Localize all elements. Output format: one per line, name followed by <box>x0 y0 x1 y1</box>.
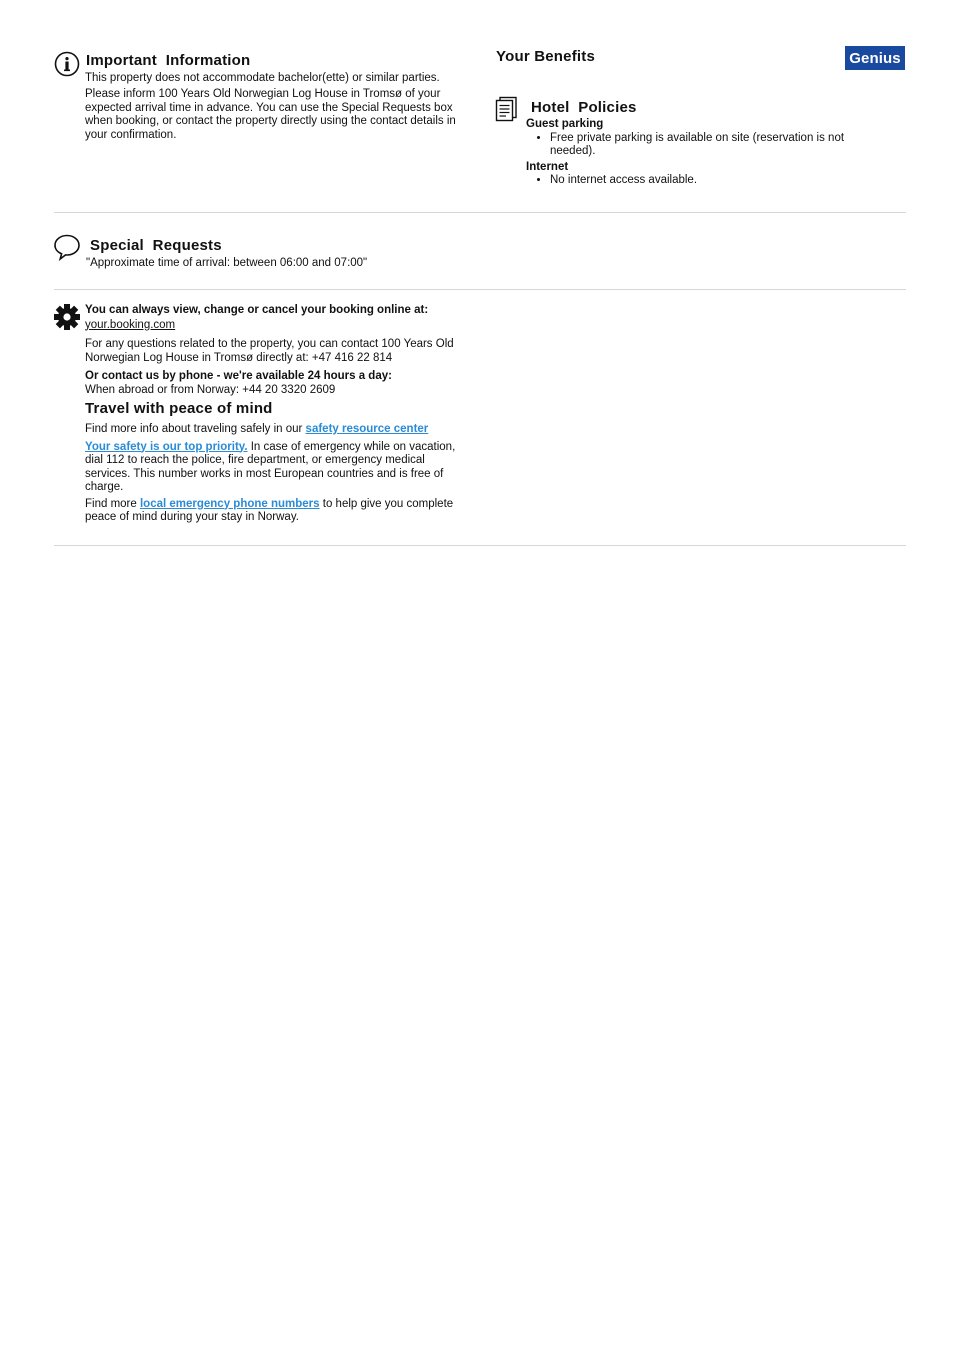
important-info-text-2: Please inform 100 Years Old Norwegian Log House in Tromsø of your expected arrival time in advance. You can use the Special Requests box when booking, or contact the property directly using the contact details in your confirmation. <box>85 88 456 141</box>
divider <box>54 545 906 546</box>
policy-item: • Free private parking is available on site (reservation is not needed). <box>550 132 876 159</box>
booking-link[interactable]: your.booking.com <box>85 318 176 331</box>
policy-heading-internet: Internet <box>526 160 569 173</box>
info-icon <box>54 51 80 77</box>
special-requests-text: "Approximate time of arrival: between 06:00 and 07:00" <box>86 257 368 269</box>
travel-paragraph-1 <box>85 423 460 437</box>
phone-contact-label: Or contact us by phone - we're available 24 hours a day: <box>85 370 392 382</box>
safety-priority-link[interactable]: Your safety is our top priority. <box>85 440 248 453</box>
travel-p2-text: In case of emergency while on vacation, dial 112 to reach the police, fire department, or emergency medical services. This number works in most European countries and is free of charge. <box>85 440 456 493</box>
policy-heading-parking: Guest parking <box>526 118 604 130</box>
emergency-numbers-link[interactable]: local emergency phone numbers <box>139 497 320 510</box>
your-benefits-title: Your Benefits <box>496 48 596 65</box>
property-contact-text: For any questions related to the property, you can contact 100 Years Old Norwegian Log House in Tromsø directly at: +47 416 22 814 <box>85 338 454 364</box>
gear-icon <box>53 303 81 331</box>
important-info-text-1: This property does not accommodate bachelor(ette) or similar parties. <box>85 72 440 84</box>
manage-booking-block <box>85 304 460 525</box>
policy-item: • No internet access available. <box>550 174 876 188</box>
important-info-title: Important Information <box>86 52 251 69</box>
travel-paragraph-2 <box>85 441 460 495</box>
travel-title: Travel with peace of mind <box>85 400 273 417</box>
document-icon <box>495 96 519 122</box>
travel-p3-suffix: to help give you complete peace of mind during your stay in Norway. <box>85 497 454 523</box>
hotel-policies-title: Hotel Policies <box>531 99 637 116</box>
travel-p3-prefix: Find more <box>85 497 140 510</box>
special-requests-title: Special Requests <box>90 237 222 254</box>
phone-contact-text: When abroad or from Norway: +44 20 3320 2609 <box>85 383 336 396</box>
speech-bubble-icon <box>53 233 81 261</box>
policies-list <box>526 118 876 188</box>
policy-items-internet <box>526 174 876 188</box>
travel-p1-text: Find more info about traveling safely in our <box>85 423 306 435</box>
genius-badge: Genius <box>845 46 905 70</box>
manage-online-label: You can always view, change or cancel your booking online at: <box>85 304 429 316</box>
divider <box>54 212 906 213</box>
safety-resource-center-link[interactable]: safety resource center <box>305 423 429 435</box>
policy-items-parking <box>526 132 876 159</box>
travel-paragraph-3 <box>85 498 460 525</box>
divider <box>54 289 906 290</box>
